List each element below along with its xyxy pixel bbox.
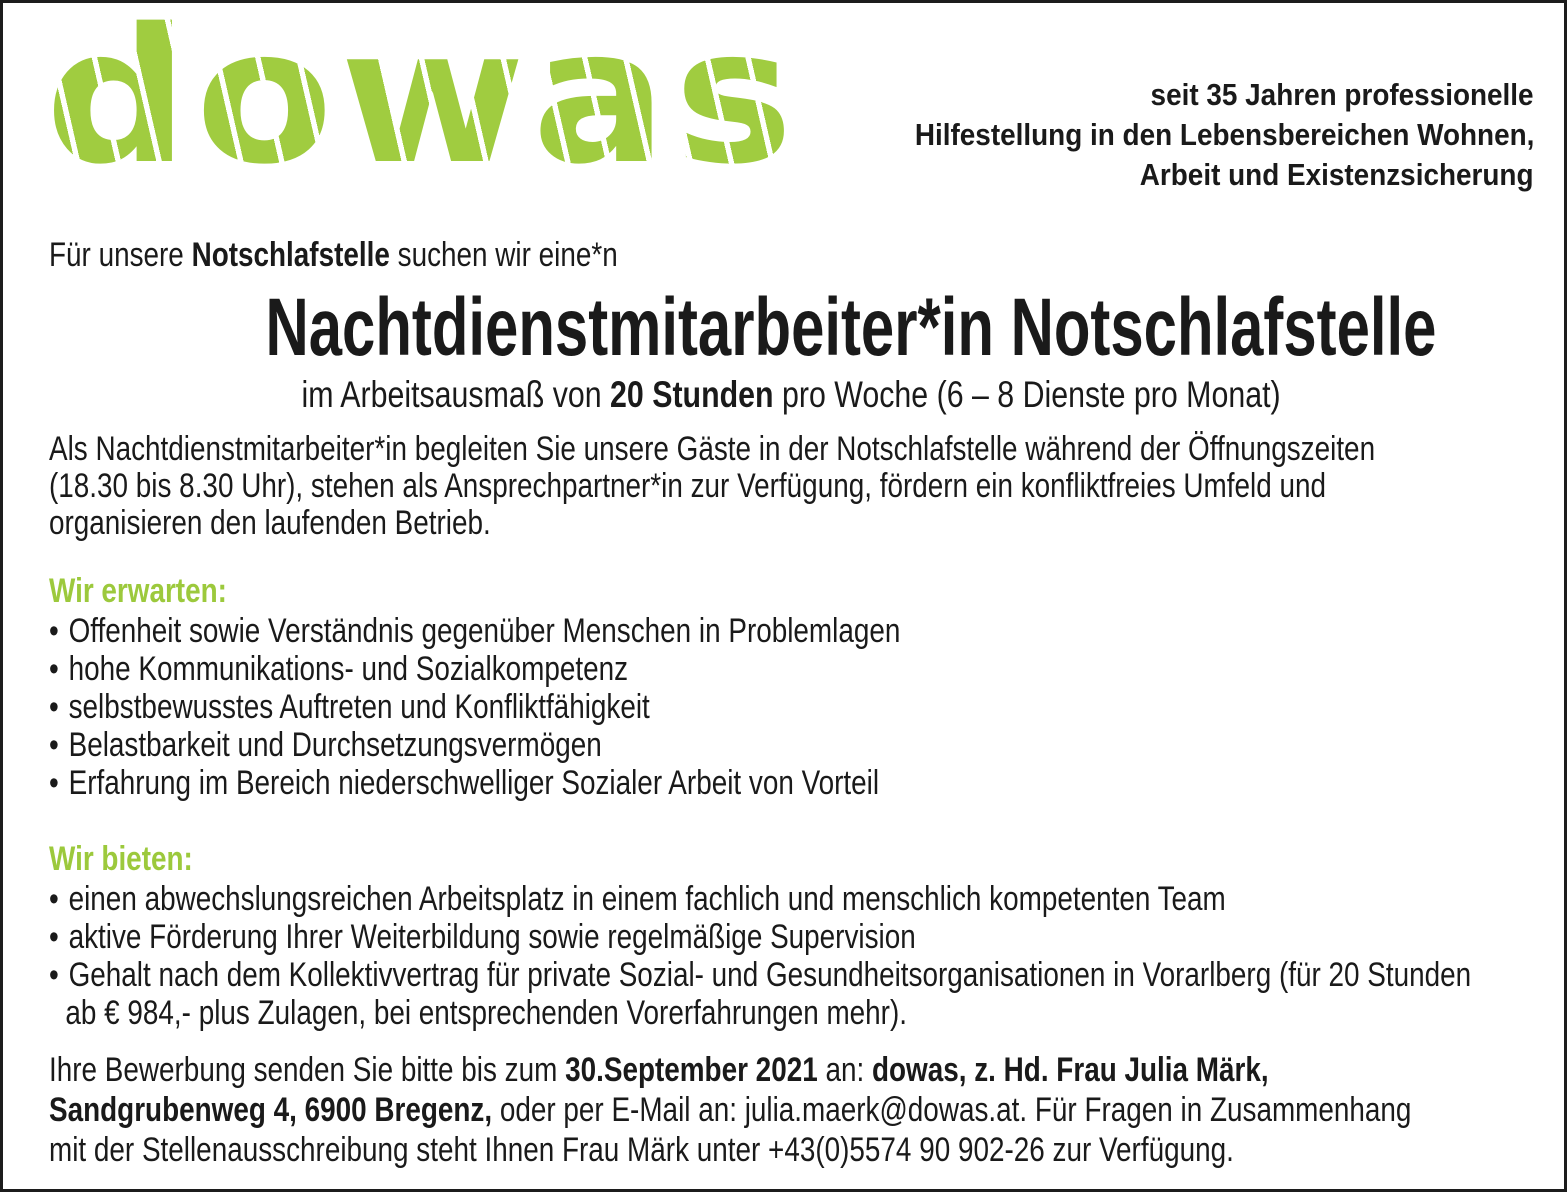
contact-address: Sandgrubenweg 4, 6900 Bregenz,	[49, 1091, 493, 1129]
contact-email-line: oder per E-Mail an: julia.maerk@dowas.at. Für Fragen in Zusammenhang	[492, 1091, 1412, 1129]
application-info	[49, 1050, 1534, 1170]
intro-line	[49, 235, 1534, 275]
description-line-1: Als Nachtdienstmitarbeiter*in begleiten Sie unsere Gäste in der Notschlafstelle während der Öffnungszeiten	[49, 430, 1376, 468]
job-subtitle	[49, 373, 1534, 417]
list-item: • aktive Förderung Ihrer Weiterbildung sowie regelmäßige Supervision	[49, 918, 916, 956]
application-deadline: 30.September 2021	[565, 1051, 818, 1089]
contact-person: dowas, z. Hd. Frau Julia Märk,	[871, 1051, 1269, 1089]
list-item-continuation: ab € 984,- plus Zulagen, bei entsprechenden Vorerfahrungen mehr).	[65, 994, 908, 1032]
list-item: • Belastbarkeit und Durchsetzungsvermögen	[49, 726, 602, 764]
tagline-line-3: Arbeit und Existenzsicherung	[1140, 157, 1534, 192]
tagline	[846, 75, 1534, 195]
bullet-icon: •	[49, 688, 59, 726]
bullet-icon: •	[49, 880, 59, 918]
list-item: • Offenheit sowie Verständnis gegenüber Menschen in Problemlagen	[49, 612, 901, 650]
content	[3, 235, 1564, 1170]
expect-list	[49, 612, 1534, 802]
description-line-2: (18.30 bis 8.30 Uhr), stehen als Ansprechpartner*in zur Verfügung, fördern ein konfliktfreies Umfeld und	[49, 467, 1326, 505]
bullet-icon: •	[49, 918, 59, 956]
bullet-icon: •	[49, 726, 59, 764]
bullet-icon: •	[49, 956, 59, 994]
subtitle-post: pro Woche (6 – 8 Dienste pro Monat)	[774, 374, 1282, 415]
job-title: Nachtdienstmitarbeiter*in Notschlafstelle	[265, 282, 1437, 373]
list-item: • hohe Kommunikations- und Sozialkompetenz	[49, 650, 629, 688]
contact-phone-line: mit der Stellenausschreibung steht Ihnen Frau Märk unter +43(0)5574 90 902-26 zur Verfügung.	[49, 1131, 1234, 1169]
offer-list	[49, 880, 1534, 1032]
subtitle-highlight: 20 Stunden	[610, 374, 775, 415]
bullet-icon: •	[49, 650, 59, 688]
list-item: • Gehalt nach dem Kollektivvertrag für private Sozial- und Gesundheitsorganisationen in Vorarlberg (für 20 Stunden	[49, 956, 1472, 994]
bullet-icon: •	[49, 764, 59, 802]
tagline-line-1: seit 35 Jahren professionelle	[1150, 77, 1534, 112]
header	[3, 0, 1564, 215]
expect-heading: Wir erwarten:	[49, 572, 227, 610]
job-description	[49, 431, 1534, 542]
closing-text: Ihre Bewerbung senden Sie bitte bis zum	[49, 1051, 566, 1089]
intro-post: suchen wir eine*n	[389, 236, 618, 274]
intro-highlight: Notschlafstelle	[191, 236, 390, 274]
list-item: • selbstbewusstes Auftreten und Konfliktfähigkeit	[49, 688, 650, 726]
closing-text: an:	[817, 1051, 872, 1089]
intro-pre: Für unsere	[49, 236, 192, 274]
list-item: • Erfahrung im Bereich niederschwelliger Sozialer Arbeit von Vorteil	[49, 764, 880, 802]
dowas-logo-text: dowas	[45, 0, 800, 205]
bullet-icon: •	[49, 612, 59, 650]
dowas-logo	[45, 0, 800, 205]
offer-heading: Wir bieten:	[49, 840, 193, 878]
description-line-3: organisieren den laufenden Betrieb.	[49, 504, 491, 542]
subtitle-pre: im Arbeitsausmaß von	[301, 374, 611, 415]
tagline-line-2: Hilfestellung in den Lebensbereichen Wohnen,	[914, 117, 1534, 152]
list-item: • einen abwechslungsreichen Arbeitsplatz in einem fachlich und menschlich kompetenten Team	[49, 880, 1226, 918]
